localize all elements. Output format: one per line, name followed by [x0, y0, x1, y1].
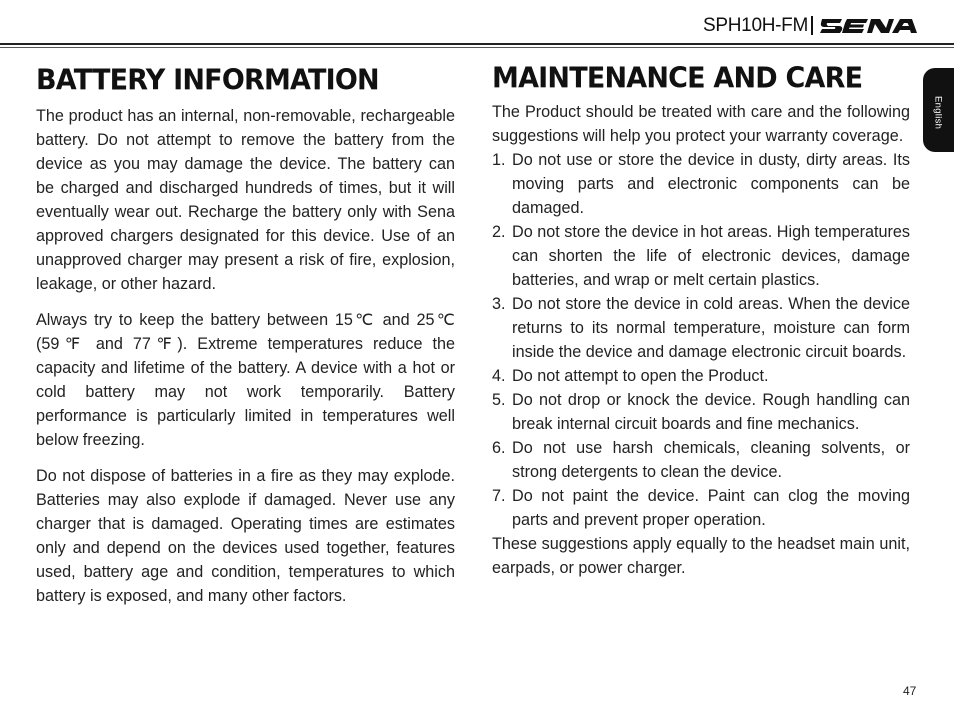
page-number: 47	[903, 684, 917, 698]
maintenance-section	[492, 60, 910, 580]
list-item-number: 5.	[492, 391, 506, 409]
list-item	[492, 220, 910, 292]
header-separator	[811, 16, 813, 35]
sena-logo	[820, 16, 918, 36]
list-item	[492, 484, 910, 532]
list-item-number: 3.	[492, 295, 506, 313]
page-header	[0, 0, 954, 46]
language-tab-label: English	[932, 96, 944, 130]
list-item-text: Do not paint the device. Paint can clog the moving parts and prevent proper operation.	[512, 487, 910, 529]
list-item-text: Do not store the device in cold areas. When the device returns to its normal temperature, moisture can form inside the device and damage electronic circuit boards.	[512, 295, 910, 361]
battery-heading: BATTERY INFORMATION	[36, 64, 379, 97]
battery-paragraph: The product has an internal, non-removable, rechargeable battery. Do not attempt to remove the battery from the device as you may damage the device. The battery can be charged and discharged hundreds of times, but it will eventually wear out. Recharge the battery only with Sena approved chargers designated for this device. Use of an unapproved charger may present a risk of fire, explosion, leakage, or other hazard.	[36, 107, 455, 293]
battery-paragraph: Always try to keep the battery between 15℃ and 25℃ (59℉ and 77℉). Extreme temperatures reduce the capacity and lifetime of the battery. A device with a hot or cold battery may not work temporarily. Battery performance is particularly limited in temperatures well below freezing.	[36, 311, 455, 449]
list-item-text: Do not use or store the device in dusty, dirty areas. Its moving parts and electronic components can be damaged.	[512, 151, 910, 217]
list-item	[492, 148, 910, 220]
list-item-text: Do not use harsh chemicals, cleaning solvents, or strong detergents to clean the device.	[512, 439, 910, 481]
list-item-number: 6.	[492, 439, 506, 457]
model-name: SPH10H-FM	[703, 15, 808, 36]
list-item-text: Do not store the device in hot areas. High temperatures can shorten the life of electronic devices, damage batteries, and wrap or melt certain plastics.	[512, 223, 910, 289]
battery-paragraph: Do not dispose of batteries in a fire as they may explode. Batteries may also explode if damaged. Never use any charger that is damaged. Operating times are estimates only and depend on the devices used together, features used, battery age and condition, temperatures to which battery is exposed, and many other factors.	[36, 467, 455, 605]
maintenance-list	[492, 148, 910, 532]
list-item-text: Do not attempt to open the Product.	[512, 367, 769, 385]
maintenance-outro: These suggestions apply equally to the headset main unit, earpads, or power charger.	[492, 535, 910, 577]
list-item-number: 2.	[492, 223, 506, 241]
list-item	[492, 388, 910, 436]
list-item-number: 4.	[492, 367, 506, 385]
list-item	[492, 364, 910, 388]
header-rule-thin	[0, 47, 954, 48]
header-rule	[0, 43, 954, 45]
battery-section	[36, 62, 455, 620]
list-item	[492, 436, 910, 484]
maintenance-heading: MAINTENANCE AND CARE	[492, 62, 863, 95]
list-item-text: Do not drop or knock the device. Rough handling can break internal circuit boards and fine mechanics.	[512, 391, 910, 433]
maintenance-intro: The Product should be treated with care and the following suggestions will help you protect your warranty coverage.	[492, 103, 910, 145]
list-item-number: 1.	[492, 151, 506, 169]
list-item-number: 7.	[492, 487, 506, 505]
list-item	[492, 292, 910, 364]
